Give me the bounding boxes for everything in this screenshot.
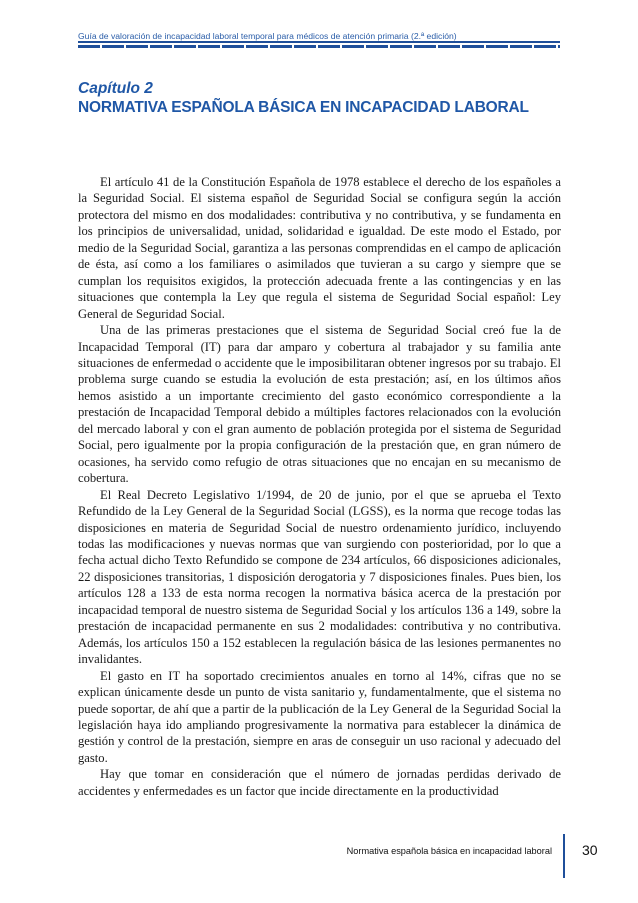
chapter-label: Capítulo 2 [78, 80, 153, 97]
header-rule-bottom [78, 45, 560, 48]
header-rule-top [78, 41, 560, 43]
page-number: 30 [582, 842, 598, 858]
paragraph: El Real Decreto Legislativo 1/1994, de 20 de junio, por el que se aprueba el Texto Refundido de la Ley General de la Seguridad Social (LGSS), es la norma que recoge todas las disposiciones en materia de Seguridad Social de nuestro ordenamiento jurídico, incluyendo todas las modificaciones y nuevas normas que van surgiendo con posterioridad, por lo que a fecha actual dicho Texto Refundido se compone de 234 artículos, 66 disposiciones adicionales, 22 disposiciones transitorias, 1 disposición derogatoria y 7 disposiciones finales. Pues bien, los artículos 128 a 133 de esta norma recogen la normativa básica acerca de la prestación por incapacidad temporal de nuestro sistema de Seguridad Social y los artículos 136 a 149, sobre la prestación de incapacidad permanente en sus 2 modalidades: contributiva y no contributiva. Además, los artículos 150 a 152 establecen la regulación básica de las lesiones permanentes no invalidantes. [78, 487, 561, 667]
paragraph: Una de las primeras prestaciones que el sistema de Seguridad Social creó fue la de Incapacidad Temporal (IT) para dar amparo y cobertura al trabajador y su familia ante situaciones de enfermedad o accidente que le imposibilitaran obtener ingresos por su trabajo. El problema surge cuando se estudia la evolución de esta prestación; así, en los últimos años hemos asistido a un importante crecimiento del gasto económico correspondiente a la prestación de Incapacidad Temporal debido a múltiples factores relacionados con la evolución del mercado laboral y con el gran aumento de población protegida por el sistema de Seguridad Social, pero igualmente por la propia configuración de la prestación que, en gran número de ocasiones, ha servido como refugio de otras situaciones que no encajan en su mecanismo de cobertura. [78, 323, 561, 486]
chapter-heading [78, 79, 529, 117]
chapter-title: NORMATIVA ESPAÑOLA BÁSICA EN INCAPACIDAD LABORAL [78, 99, 529, 116]
footer-divider [563, 834, 565, 878]
header-divider [78, 41, 560, 49]
paragraph: El gasto en IT ha soportado crecimientos anuales en torno al 14%, cifras que no se explican únicamente desde un punto de vista sanitario y, fundamentalmente, que el sistema no puede soportar, de ahí que a partir de la publicación de la Ley General de la Seguridad Social la legislación haya ido ampliando progresivamente la normativa para establecer la dinámica de gestión y control de la prestación, siempre en aras de conseguir un uso racional y adecuado del gasto. [78, 668, 561, 765]
running-header: Guía de valoración de incapacidad laboral temporal para médicos de atención primaria (2.ª edición) [78, 31, 457, 41]
body-text [78, 174, 561, 799]
paragraph: El artículo 41 de la Constitución Española de 1978 establece el derecho de los españoles a la Seguridad Social. El sistema español de Seguridad Social se configura según la acción protectora del mismo en dos modalidades: contributiva y no contributiva, y se fundamenta en los principios de universalidad, unidad, solidaridad e igualdad. De este modo el Estado, por medio de la Seguridad Social, garantiza a las personas comprendidas en el campo de aplicación de ésta, así como a los familiares o asimilados que tuvieran a su cargo y siempre que se cumplan los requisitos exigidos, la protección adecuada frente a las contingencias y en las situaciones que contempla la Ley que regula el sistema de Seguridad Social español: Ley General de Seguridad Social. [78, 175, 561, 321]
footer-section-title: Normativa española básica en incapacidad laboral [346, 846, 552, 856]
paragraph: Hay que tomar en consideración que el número de jornadas perdidas derivado de accidentes y enfermedades es un factor que incide directamente en la productividad [78, 767, 561, 798]
